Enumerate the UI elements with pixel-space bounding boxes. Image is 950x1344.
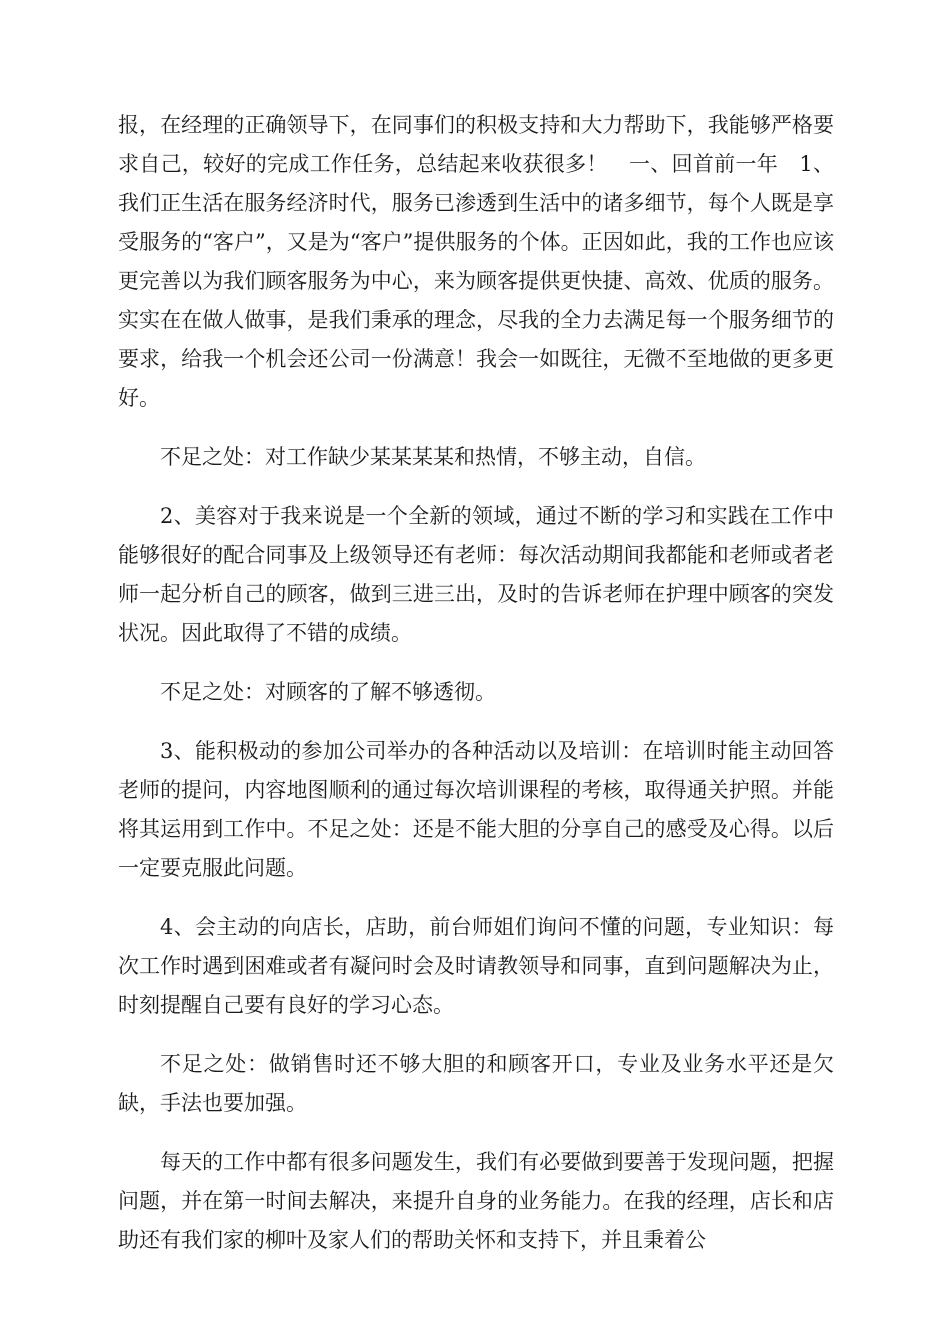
- paragraph-8: 每天的工作中都有很多问题发生，我们有必要做到要善于发现问题，把握问题，并在第一时间去解决，来提升自身的业务能力。在我的经理，店长和店助还有我们家的柳叶及家人们的帮助关怀和支持下，并且秉着公: [118, 1150, 834, 1252]
- paragraph-3: 2、美容对于我来说是一个全新的领域，通过不断的学习和实践在工作中能够很好的配合同事及上级领导还有老师：每次活动期间我都能和老师或者老师一起分析自己的顾客，做到三进三出，及时的告诉老师在护理中顾客的突发状况。因此取得了不错的成绩。: [118, 504, 834, 645]
- paragraph-1: 报，在经理的正确领导下，在同事们的积极支持和大力帮助下，我能够严格要求自己，较好的完成工作任务，总结起来收获很多！ 一、回首前一年 1、我们正生活在服务经济时代，服务已渗透到生活中的诸多细节，每个人既是享受服务的“客户”，又是为“客户”提供服务的个体。正因如此，我的工作也应该更完善以为我们顾客服务为中心，来为顾客提供更快捷、高效、优质的服务。实实在在做人做事，是我们秉承的理念，尽我的全力去满足每一个服务细节的要求，给我一个机会还公司一份满意！我会一如既往，无微不至地做的更多更好。: [118, 113, 834, 410]
- paragraph-5: 3、能积极动的参加公司举办的各种活动以及培训：在培训时能主动回答老师的提问，内容地图顺利的通过每次培训课程的考核，取得通关护照。并能将其运用到工作中。不足之处：还是不能大胆的分享自己的感受及心得。以后一定要克服此问题。: [118, 739, 834, 880]
- paragraph-2: 不足之处：对工作缺少某某某某和热情，不够主动，自信。: [160, 445, 706, 469]
- paragraph-4: 不足之处：对顾客的了解不够透彻。: [160, 680, 496, 704]
- document-body: [118, 106, 834, 1280]
- paragraph-7: 不足之处：做销售时还不够大胆的和顾客开口，专业及业务水平还是欠缺，手法也要加强。: [118, 1052, 834, 1115]
- paragraph-6: 4、会主动的向店长，店助，前台师姐们询问不懂的问题，专业知识：每次工作时遇到困难或者有凝问时会及时请教领导和同事，直到问题解决为止，时刻提醒自己要有良好的学习心态。: [118, 915, 834, 1017]
